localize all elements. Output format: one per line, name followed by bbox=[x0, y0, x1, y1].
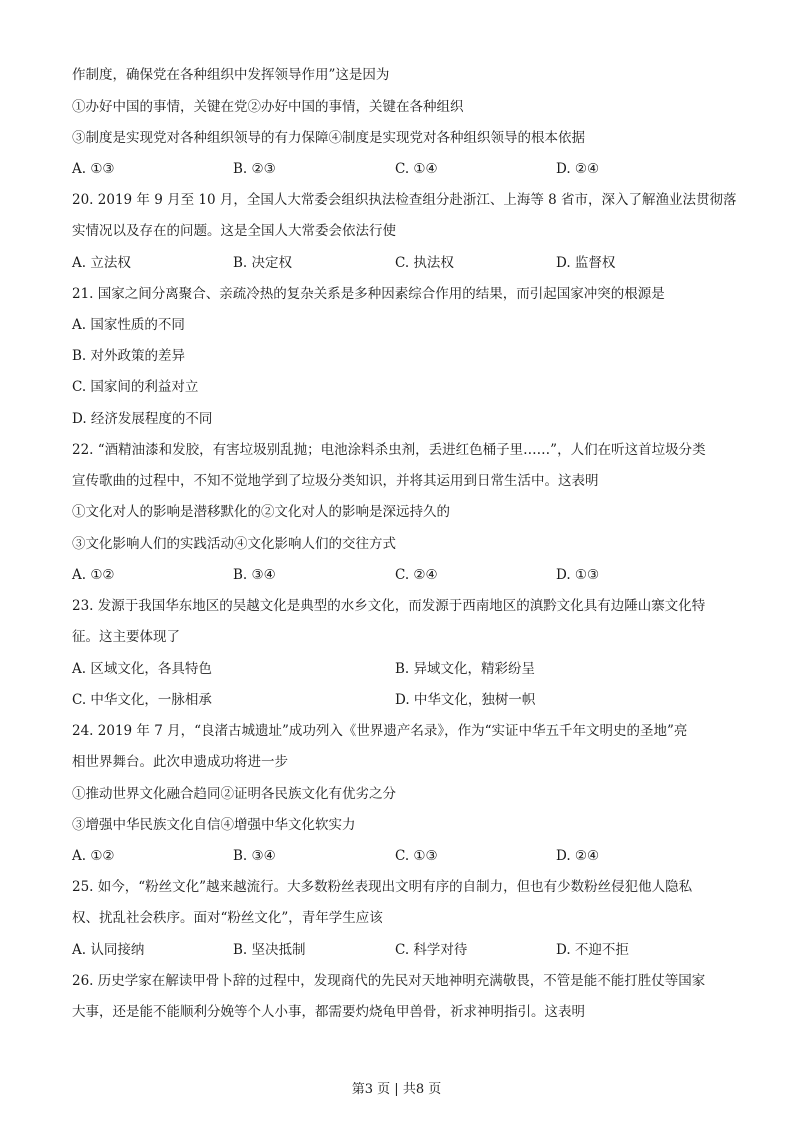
q25-option-d: D. 不迎不拒 bbox=[556, 942, 629, 958]
q23-options-row-2 bbox=[72, 692, 732, 708]
q20-options bbox=[72, 255, 732, 271]
page-footer: 第3 页 | 共8 页 bbox=[351, 1082, 442, 1097]
q19-statement-1: ①办好中国的事情，关键在党②办好中国的事情，关键在各种组织 bbox=[72, 99, 464, 115]
q23-option-c: C. 中华文化，一脉相承 bbox=[72, 692, 212, 708]
q24-statement-2: ③增强中华民族文化自信④增强中华文化软实力 bbox=[72, 817, 356, 833]
q22-statement-1: ①文化对人的影响是潜移默化的②文化对人的影响是深远持久的 bbox=[72, 504, 450, 520]
q21-option-d: D. 经济发展程度的不同 bbox=[72, 411, 213, 427]
q25-options bbox=[72, 942, 732, 958]
q25-option-c: C. 科学对待 bbox=[395, 942, 468, 958]
q24-option-c: C. ①③ bbox=[395, 848, 438, 864]
q22-statement-2: ③文化影响人们的实践活动④文化影响人们的交往方式 bbox=[72, 536, 396, 552]
q25-stem-line-1: 25. 如今，“粉丝文化”越来越流行。大多数粉丝表现出文明有序的自制力，但也有少数粉丝侵犯他人隐私 bbox=[72, 879, 693, 895]
q24-stem-line-1: 24. 2019 年 7 月，“良渚古城遗址”成功列入《世界遗产名录》，作为“实证中华五千年文明史的圣地”亮 bbox=[72, 723, 688, 739]
q24-option-b: B. ③④ bbox=[233, 848, 276, 864]
q22-option-b: B. ③④ bbox=[233, 567, 276, 583]
q23-option-d: D. 中华文化，独树一帜 bbox=[395, 692, 536, 708]
q25-option-a: A. 认同接纳 bbox=[72, 942, 145, 958]
q24-option-a: A. ①② bbox=[72, 848, 115, 864]
q24-statement-1: ①推动世界文化融合趋同②证明各民族文化有优劣之分 bbox=[72, 786, 396, 802]
q26-stem-line-1: 26. 历史学家在解读甲骨卜辞的过程中，发现商代的先民对天地神明充满敬畏，不管是能不能打胜仗等国家 bbox=[72, 973, 706, 989]
q25-option-b: B. 坚决抵制 bbox=[233, 942, 306, 958]
q20-option-c: C. 执法权 bbox=[395, 255, 454, 271]
q20-option-d: D. 监督权 bbox=[556, 255, 616, 271]
q22-option-d: D. ①③ bbox=[556, 567, 600, 583]
q19-option-a: A. ①③ bbox=[72, 161, 115, 177]
q19-statement-2: ③制度是实现党对各种组织领导的有力保障④制度是实现党对各种组织领导的根本依据 bbox=[72, 130, 585, 146]
q22-stem-line-2: 宣传歌曲的过程中，不知不觉地学到了垃圾分类知识，并将其运用到日常生活中。这表明 bbox=[72, 473, 599, 489]
q20-option-b: B. 决定权 bbox=[233, 255, 293, 271]
q23-option-b: B. 异域文化，精彩纷呈 bbox=[395, 661, 536, 677]
q21-option-a: A. 国家性质的不同 bbox=[72, 317, 185, 333]
q22-stem-line-1: 22. “酒精油漆和发胶，有害垃圾别乱抛；电池涂料杀虫剂，丢进红色桶子里……”，人们在听这首垃圾分类 bbox=[72, 442, 706, 458]
q21-stem: 21. 国家之间分离聚合、亲疏冷热的复杂关系是多种因素综合作用的结果，而引起国家冲突的根源是 bbox=[72, 286, 665, 302]
q21-option-b: B. 对外政策的差异 bbox=[72, 348, 186, 364]
q24-stem-line-2: 相世界舞台。此次申遗成功将进一步 bbox=[72, 754, 288, 770]
q19-stem-tail: 作制度，确保党在各种组织中发挥领导作用”这是因为 bbox=[72, 67, 390, 83]
q22-option-c: C. ②④ bbox=[395, 567, 438, 583]
q26-stem-line-2: 大事，还是能不能顺利分娩等个人小事，都需要灼烧龟甲兽骨，祈求神明指引。这表明 bbox=[72, 1004, 585, 1020]
q19-option-c: C. ①④ bbox=[395, 161, 438, 177]
q25-stem-line-2: 权、扰乱社会秩序。面对“粉丝文化”，青年学生应该 bbox=[72, 910, 383, 926]
q19-option-d: D. ②④ bbox=[556, 161, 600, 177]
q22-option-a: A. ①② bbox=[72, 567, 115, 583]
q23-stem-line-2: 征。这主要体现了 bbox=[72, 629, 180, 645]
q24-options bbox=[72, 848, 732, 864]
q19-options bbox=[72, 161, 732, 177]
q20-stem-line-1: 20. 2019 年 9 月至 10 月，全国人大常委会组织执法检查组分赴浙江、上海等 8 省市，深入了解渔业法贯彻落 bbox=[72, 192, 737, 208]
q23-stem-line-1: 23. 发源于我国华东地区的吴越文化是典型的水乡文化，而发源于西南地区的滇黔文化具有边陲山寨文化特 bbox=[72, 598, 706, 614]
q20-option-a: A. 立法权 bbox=[72, 255, 131, 271]
q23-option-a: A. 区域文化，各具特色 bbox=[72, 661, 212, 677]
q24-option-d: D. ②④ bbox=[556, 848, 600, 864]
q20-stem-line-2: 实情况以及存在的问题。这是全国人大常委会依法行使 bbox=[72, 223, 396, 239]
q19-option-b: B. ②③ bbox=[233, 161, 276, 177]
q22-options bbox=[72, 567, 732, 583]
q23-options-row-1 bbox=[72, 661, 732, 677]
q21-option-c: C. 国家间的利益对立 bbox=[72, 379, 199, 395]
